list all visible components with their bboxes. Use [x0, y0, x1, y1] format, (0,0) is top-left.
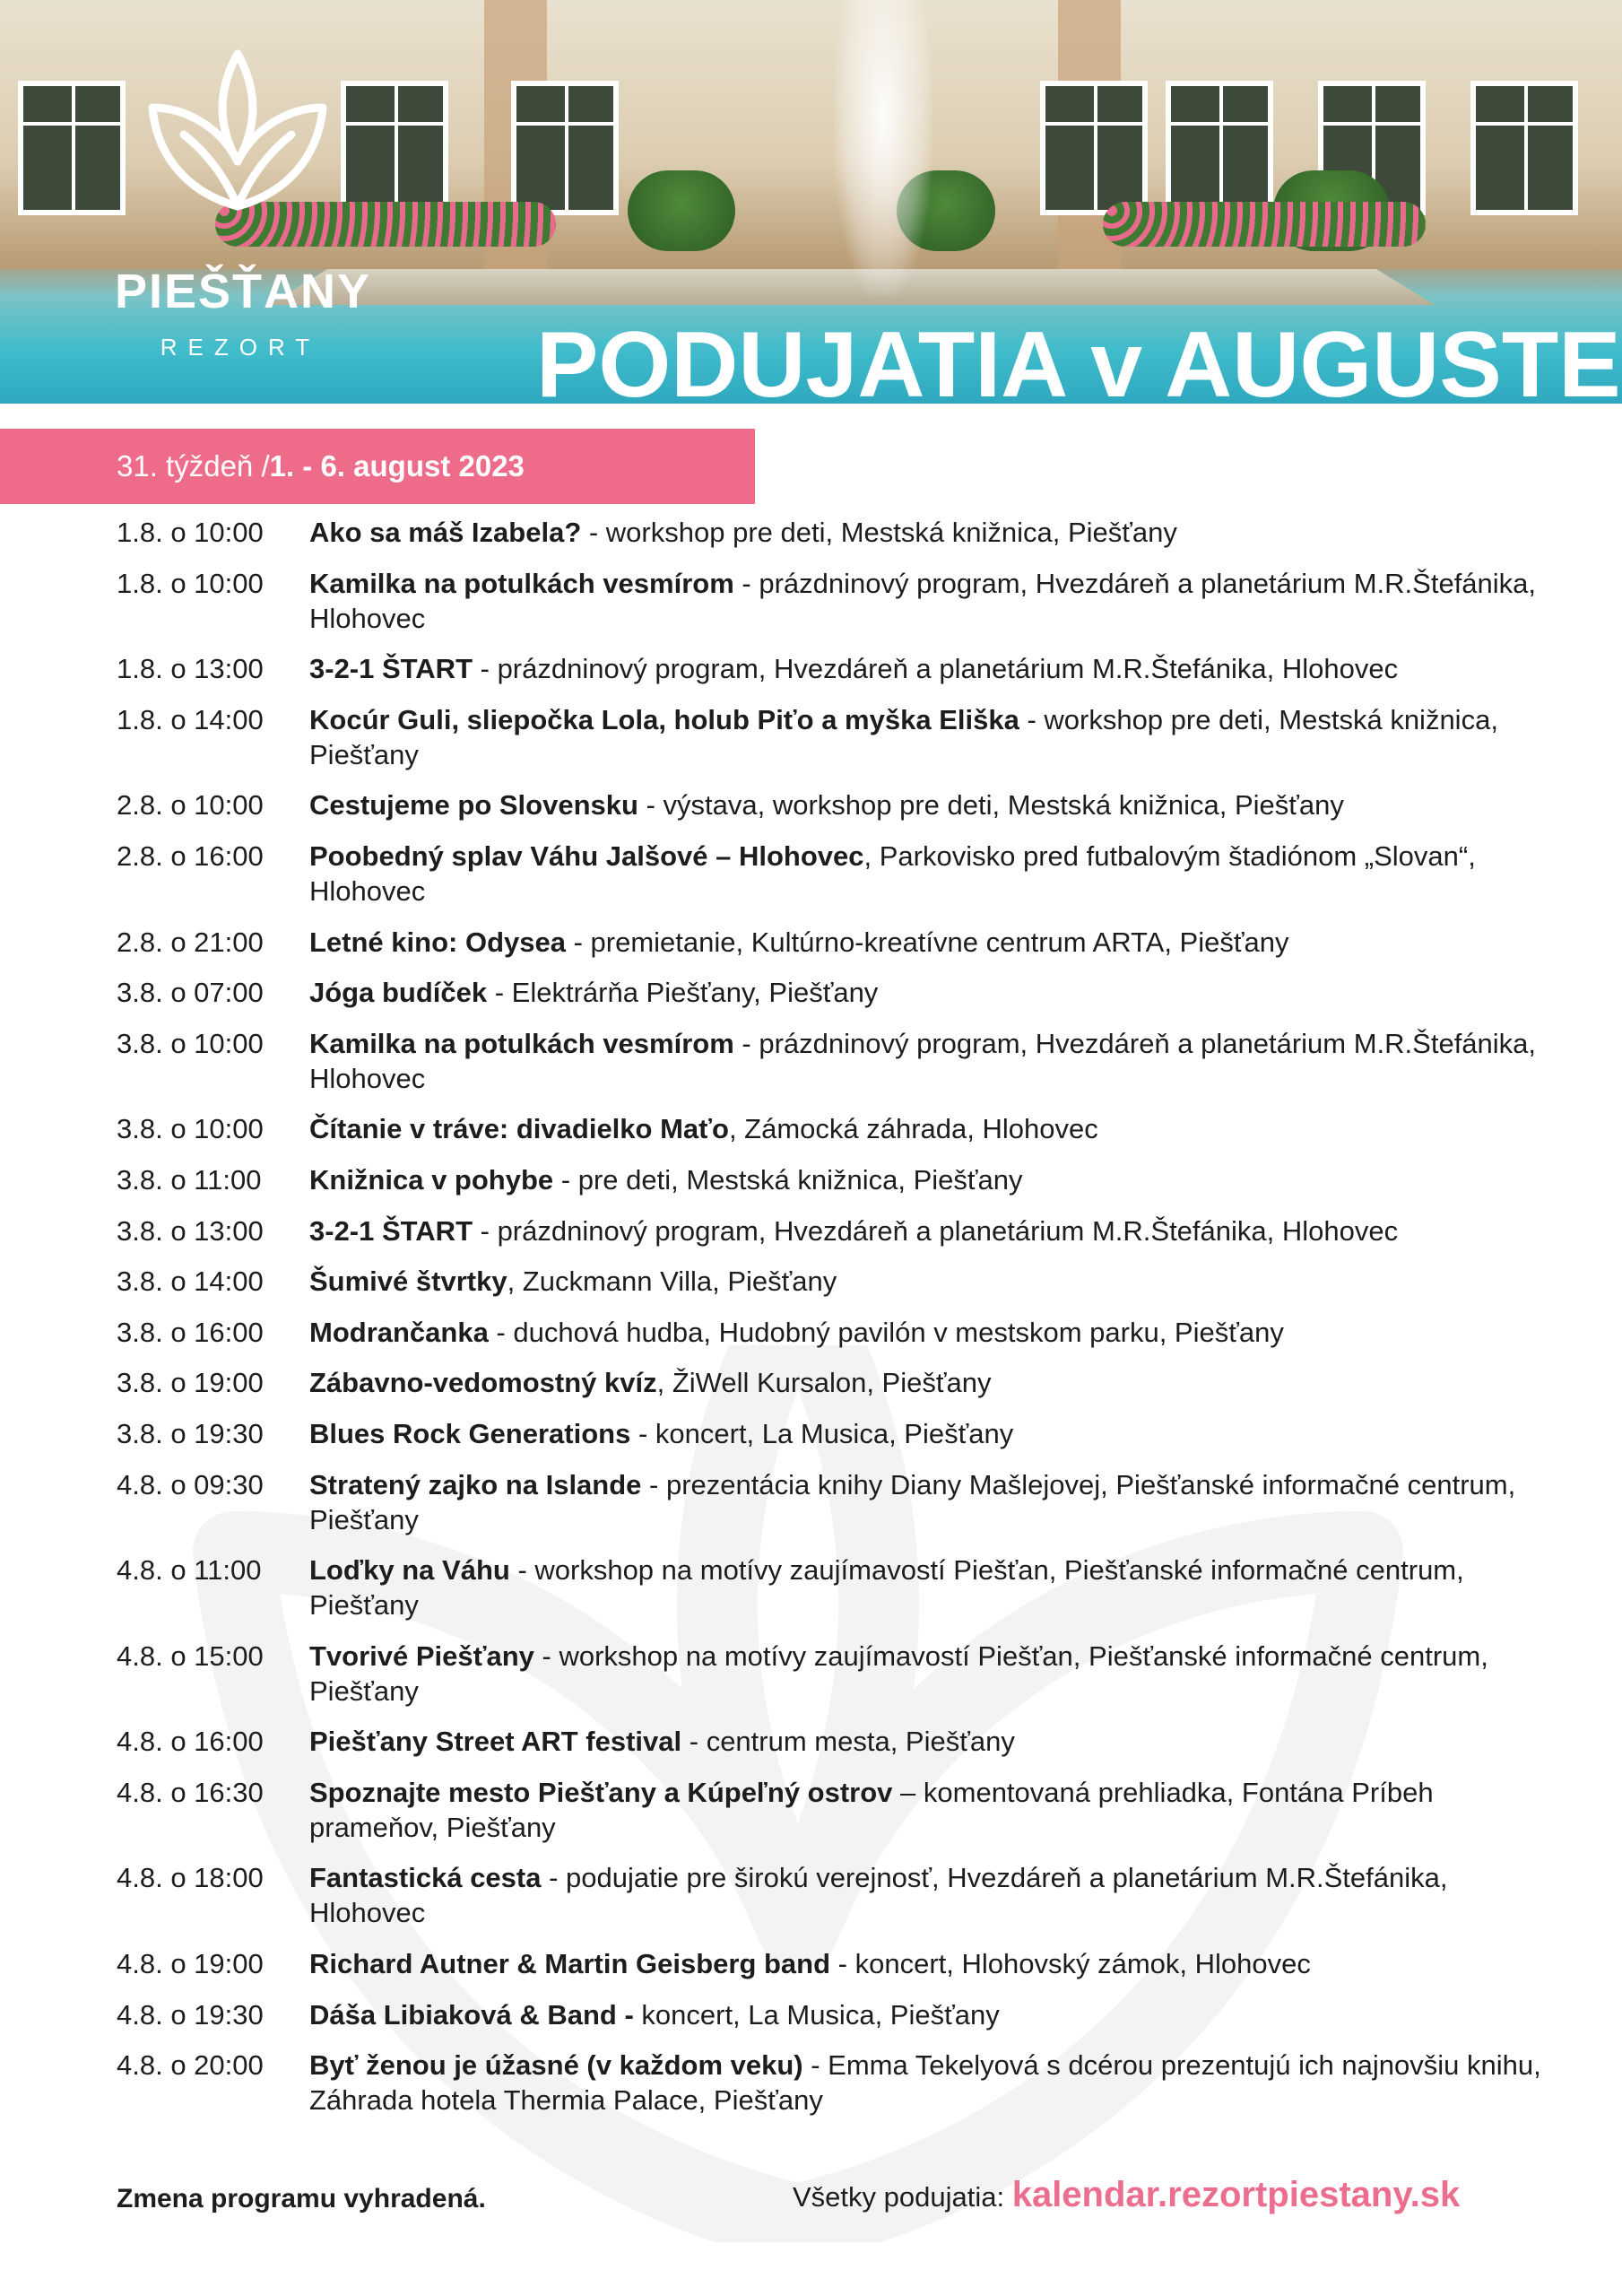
- event-description: - prezentácia knihy Diany Mašlejovej, Piešťanské informačné centrum, Piešťany: [309, 1468, 1516, 1535]
- event-title: Poobedný splav Váhu Jalšové – Hlohovec: [309, 839, 864, 872]
- event-row: [117, 1111, 1542, 1146]
- event-row: [117, 1860, 1542, 1930]
- event-row: [117, 1365, 1542, 1400]
- event-date: 2.8. o 16:00: [117, 839, 264, 872]
- event-description: - prázdninový program, Hvezdáreň a planetárium M.R.Štefánika, Hlohovec: [473, 1214, 1399, 1247]
- event-row: [117, 566, 1542, 636]
- event-description: - workshop na motívy zaujímavostí Piešťan, Piešťanské informačné centrum, Piešťany: [309, 1554, 1464, 1622]
- event-date: 1.8. o 10:00: [117, 517, 264, 548]
- event-description: , Parkovisko pred futbalovým štadiónom „Slovan“, Hlohovec: [309, 839, 1476, 907]
- hedge: [628, 170, 735, 251]
- event-row: [117, 515, 1542, 550]
- event-date: 4.8. o 18:00: [117, 1862, 264, 1894]
- event-date: 4.8. o 20:00: [117, 2049, 264, 2082]
- event-row: [117, 2048, 1542, 2118]
- event-title: Šumivé štvrtky: [309, 1265, 507, 1298]
- event-row: [117, 1724, 1542, 1759]
- event-date: 3.8. o 14:00: [117, 1265, 264, 1298]
- event-row: [117, 1467, 1542, 1537]
- event-description: - workshop pre deti, Mestská knižnica, Piešťany: [581, 517, 1177, 548]
- event-title: Fantastická cesta: [309, 1862, 542, 1894]
- event-description: , Zuckmann Villa, Piešťany: [507, 1265, 837, 1298]
- event-row: [117, 1162, 1542, 1197]
- event-description: - prázdninový program, Hvezdáreň a planetárium M.R.Štefánika, Hlohovec: [309, 1027, 1537, 1094]
- event-title: 3-2-1 ŠTART: [309, 653, 473, 685]
- event-row: [117, 839, 1542, 909]
- event-date: 3.8. o 19:00: [117, 1367, 264, 1399]
- event-description: - workshop na motívy zaujímavostí Piešťan, Piešťanské informačné centrum, Piešťany: [309, 1639, 1488, 1707]
- event-description: - Elektrárňa Piešťany, Piešťany: [487, 977, 879, 1009]
- event-description: - workshop pre deti, Mestská knižnica, Piešťany: [309, 703, 1498, 770]
- event-title: Byť ženou je úžasné (v každom veku): [309, 2049, 803, 2082]
- event-title: Ako sa máš Izabela?: [309, 517, 582, 548]
- event-row: [117, 925, 1542, 960]
- event-title: Jóga budíček: [309, 977, 488, 1009]
- fountain-jet: [834, 0, 932, 296]
- week-label: 31. týždeň /: [117, 449, 270, 483]
- event-row: [117, 1026, 1542, 1096]
- event-title: Knižnica v pohybe: [309, 1163, 554, 1196]
- event-description: - pre deti, Mestská knižnica, Piešťany: [553, 1163, 1023, 1196]
- event-row: [117, 651, 1542, 686]
- event-date: 4.8. o 16:00: [117, 1726, 264, 1758]
- event-date: 4.8. o 11:00: [117, 1554, 262, 1587]
- event-row: [117, 1416, 1542, 1451]
- event-title: Loďky na Váhu: [309, 1554, 510, 1587]
- event-title: Zábavno-vedomostný kvíz: [309, 1367, 657, 1399]
- week-banner: [0, 429, 755, 504]
- calendar-link[interactable]: kalendar.rezortpiestany.sk: [1011, 2175, 1461, 2214]
- event-date: 1.8. o 10:00: [117, 567, 264, 599]
- event-title: Piešťany Street ART festival: [309, 1726, 682, 1758]
- facade-window: [511, 81, 619, 215]
- event-date: 4.8. o 15:00: [117, 1639, 264, 1672]
- week-range: 1. - 6. august 2023: [269, 449, 525, 483]
- facade-window: [1470, 81, 1578, 215]
- event-row: [117, 1264, 1542, 1299]
- facade-window: [341, 81, 448, 215]
- event-title: Čítanie v tráve: divadielko Maťo: [309, 1113, 729, 1145]
- event-title: Cestujeme po Slovensku: [309, 789, 638, 822]
- event-description: koncert, La Musica, Piešťany: [633, 1998, 1000, 2031]
- event-description: - Emma Tekelyová s dcérou prezentujú ich najnovšiu knihu, Záhrada hotela Thermia Palace, Piešťany: [309, 2049, 1541, 2117]
- event-date: 3.8. o 16:00: [117, 1316, 264, 1348]
- event-row: [117, 1946, 1542, 1981]
- event-description: - centrum mesta, Piešťany: [681, 1726, 1015, 1758]
- event-description: - koncert, Hlohovský zámok, Hlohovec: [830, 1948, 1311, 1980]
- event-date: 2.8. o 10:00: [117, 789, 264, 822]
- event-date: 3.8. o 10:00: [117, 1113, 264, 1145]
- event-title: Dáša Libiaková & Band -: [309, 1998, 634, 2031]
- event-date: 4.8. o 19:30: [117, 1998, 264, 2031]
- event-row: [117, 1315, 1542, 1350]
- event-row: [117, 787, 1542, 822]
- event-title: Tvorivé Piešťany: [309, 1639, 534, 1672]
- footer-note: Zmena programu vyhradená.: [117, 2184, 486, 2213]
- event-row: [117, 702, 1542, 772]
- event-date: 3.8. o 13:00: [117, 1214, 264, 1247]
- event-description: - podujatie pre širokú verejnosť, Hvezdáreň a planetárium M.R.Štefánika, Hlohovec: [309, 1862, 1448, 1929]
- event-description: - koncert, La Musica, Piešťany: [630, 1417, 1014, 1449]
- event-title: Blues Rock Generations: [309, 1417, 631, 1449]
- page-title: PODUJATIA v AUGUSTE: [536, 313, 1621, 417]
- event-date: 4.8. o 09:30: [117, 1468, 264, 1500]
- event-description: - výstava, workshop pre deti, Mestská knižnica, Piešťany: [638, 789, 1344, 822]
- event-date: 3.8. o 19:30: [117, 1417, 264, 1449]
- event-date: 1.8. o 14:00: [117, 703, 264, 735]
- event-date: 4.8. o 19:00: [117, 1948, 264, 1980]
- event-row: [117, 975, 1542, 1010]
- event-date: 1.8. o 13:00: [117, 653, 264, 685]
- event-row: [117, 1775, 1542, 1845]
- event-description: - prázdninový program, Hvezdáreň a planetárium M.R.Štefánika, Hlohovec: [309, 567, 1537, 634]
- event-row: [117, 1213, 1542, 1248]
- event-title: Letné kino: Odysea: [309, 926, 566, 958]
- brand-name: PIEŠŤANY: [115, 265, 372, 318]
- event-title: Kamilka na potulkách vesmírom: [309, 1027, 734, 1059]
- event-row: [117, 1997, 1542, 2032]
- event-title: Modrančanka: [309, 1316, 489, 1348]
- event-list: [117, 515, 1542, 2134]
- facade-window: [1040, 81, 1148, 215]
- resort-logo-icon: [134, 40, 341, 220]
- event-description: , ŽiWell Kursalon, Piešťany: [656, 1367, 992, 1399]
- event-date: 3.8. o 07:00: [117, 977, 264, 1009]
- event-description: – komentovaná prehliadka, Fontána Príbeh prameňov, Piešťany: [309, 1776, 1434, 1843]
- event-row: [117, 1639, 1542, 1709]
- event-description: - prázdninový program, Hvezdáreň a planetárium M.R.Štefánika, Hlohovec: [473, 653, 1399, 685]
- event-title: Kocúr Guli, sliepočka Lola, holub Piťo a myška Eliška: [309, 703, 1019, 735]
- brand-subtitle: REZORT: [160, 334, 321, 361]
- event-title: Spoznajte mesto Piešťany a Kúpeľný ostrov: [309, 1776, 893, 1808]
- event-date: 3.8. o 10:00: [117, 1027, 264, 1059]
- event-title: 3-2-1 ŠTART: [309, 1214, 473, 1247]
- all-events-label: Všetky podujatia:: [793, 2181, 1012, 2213]
- event-title: Richard Autner & Martin Geisberg band: [309, 1948, 831, 1980]
- facade-window: [1166, 81, 1273, 215]
- event-date: 4.8. o 16:30: [117, 1776, 264, 1808]
- footer-all-events: [793, 2175, 1460, 2215]
- event-title: Kamilka na potulkách vesmírom: [309, 567, 734, 599]
- event-description: - duchová hudba, Hudobný pavilón v mestskom parku, Piešťany: [488, 1316, 1284, 1348]
- event-date: 3.8. o 11:00: [117, 1163, 262, 1196]
- event-date: 2.8. o 21:00: [117, 926, 264, 958]
- event-description: , Zámocká záhrada, Hlohovec: [728, 1113, 1098, 1145]
- facade-window: [18, 81, 126, 215]
- event-row: [117, 1552, 1542, 1622]
- event-title: Stratený zajko na Islande: [309, 1468, 642, 1500]
- flower-bed: [1103, 202, 1426, 247]
- event-description: - premietanie, Kultúrno-kreatívne centrum ARTA, Piešťany: [565, 926, 1289, 958]
